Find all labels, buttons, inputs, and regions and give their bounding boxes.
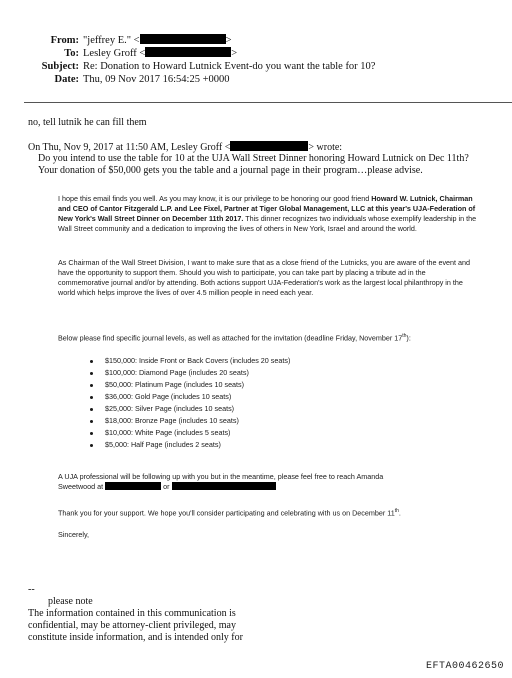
journal-level-label: $36,000: Gold Page (includes 10 seats) (105, 392, 232, 401)
letter-p5-sup: th (394, 508, 399, 514)
journal-level-label: $18,000: Bronze Page (includes 10 seats) (105, 416, 239, 425)
journal-level-label: $50,000: Platinum Page (includes 10 seats) (105, 380, 245, 389)
date-row (0, 73, 375, 86)
journal-level-item (90, 391, 290, 403)
letter-p2-text: As Chairman of the Wall Street Division, I want to make sure that as a close friend of the Lutnicks, you are aware of the event and have the opportunity to support them. Should you wish to participate, you can take part by placing a tribute ad in the commemorative journal and/or by attending. Both actions support UJA-Federation's work as the largest local philanthropy in the world which helps improve the lives of over 4.5 million people in need each year. (58, 258, 471, 297)
subject-label: Subject: (41, 61, 79, 72)
bullet-icon (90, 408, 93, 411)
bullet-icon (90, 360, 93, 363)
bullet-icon (90, 384, 93, 387)
bullet-icon (90, 432, 93, 435)
letter-p5-text: Thank you for your support. We hope you'll consider participating and celebrating with us on December 11 (58, 508, 395, 518)
redaction-bar (145, 47, 231, 57)
redaction-bar (230, 141, 308, 151)
letter-p4-text-2: Sweetwood at (58, 482, 104, 491)
journal-level-item (90, 379, 290, 391)
letter-p3-sup: th (402, 333, 407, 339)
journal-level-item (90, 367, 290, 379)
disclaimer-line-1: The information contained in this communication is (28, 608, 236, 619)
to-value: Lesley Groff < (83, 48, 146, 59)
signature-dashes: -- (28, 584, 35, 595)
bullet-icon (90, 396, 93, 399)
journal-level-label: $10,000: White Page (includes 5 seats) (105, 428, 231, 437)
from-close: > (225, 35, 232, 46)
journal-level-label: $100,000: Diamond Page (includes 20 seats) (105, 368, 249, 377)
journal-level-label: $25,000: Silver Page (includes 10 seats) (105, 404, 235, 413)
redaction-bar (105, 482, 161, 490)
from-row (0, 34, 375, 47)
journal-levels-list (90, 355, 290, 451)
subject-value: Re: Donation to Howard Lutnick Event-do you want the table for 10? (83, 61, 376, 72)
redaction-bar (140, 34, 226, 44)
header-divider (24, 102, 512, 103)
journal-level-item (90, 439, 290, 451)
to-close: > (231, 48, 238, 59)
reply-text: no, tell lutnik he can fill them (28, 117, 147, 128)
date-value: Thu, 09 Nov 2017 16:54:25 +0000 (83, 74, 230, 85)
letter-p5-end: . (398, 508, 401, 518)
letter-p3-text: Below please find specific journal levels, as well as attached for the invitation (deadline Friday, November 17 (58, 333, 403, 343)
date-label: Date: (54, 74, 79, 85)
journal-level-item (90, 415, 290, 427)
bullet-icon (90, 444, 93, 447)
journal-level-item (90, 355, 290, 367)
subject-row (0, 60, 375, 73)
letter-closing: Sincerely, (58, 530, 90, 539)
disclaimer-line-2: confidential, may be attorney-client privileged, may (28, 620, 236, 631)
letter-p1-bold: Howard W. Lutnick, Chairman and CEO of Cantor Fitzgerald L.P. and Lee Fixel, Partner at Tiger Global Management, LLC at this year's UJA-Federation of New York's Wall Street Dinner on December 11th 2017. (58, 194, 476, 223)
journal-level-item (90, 403, 290, 415)
email-header (0, 34, 375, 86)
journal-level-label: $5,000: Half Page (includes 2 seats) (105, 440, 221, 449)
quoted-line-2: Your donation of $50,000 gets you the table and a journal page in their program…please advise. (38, 165, 423, 176)
disclaimer-line-3: constitute inside information, and is intended only for (28, 632, 243, 643)
quoted-intro-start: On Thu, Nov 9, 2017 at 11:50 AM, Lesley Groff < (28, 142, 231, 153)
letter-paragraph-5 (58, 506, 478, 518)
letter-paragraph-3 (58, 331, 478, 343)
bullet-icon (90, 372, 93, 375)
letter-paragraph-2 (58, 258, 478, 298)
to-label: To: (64, 48, 79, 59)
letter-p1-text: I hope this email finds you well. As you may know, it is our privilege to be honoring our good friend (58, 194, 372, 203)
signature-note: please note (48, 596, 93, 607)
letter-p1-text-end: This dinner recognizes two individuals whose exemplify leadership in the Wall Street community and a dedication to improving the lives of others in New York, Israel and around the world. (58, 214, 477, 233)
to-row (0, 47, 375, 60)
journal-level-item (90, 427, 290, 439)
quoted-line-1: Do you intend to use the table for 10 at the UJA Wall Street Dinner honoring Howard Lutnick on Dec 11th? (38, 153, 469, 164)
letter-paragraph-1 (58, 194, 478, 234)
bullet-icon (90, 420, 93, 423)
letter-p4-or: or (163, 482, 170, 491)
letter-p4-text: A UJA professional will be following up with you but in the meantime, please feel free to reach Amanda (58, 472, 384, 481)
letter-p3-end: ): (406, 333, 411, 343)
from-value: "jeffrey E." < (83, 35, 140, 46)
letter-paragraph-4 (58, 472, 478, 492)
redaction-bar (172, 482, 276, 490)
quoted-intro-end: > wrote: (308, 142, 343, 153)
from-label: From: (50, 35, 79, 46)
journal-level-label: $150,000: Inside Front or Back Covers (includes 20 seats) (105, 356, 291, 365)
document-id: EFTA00462650 (425, 661, 504, 672)
